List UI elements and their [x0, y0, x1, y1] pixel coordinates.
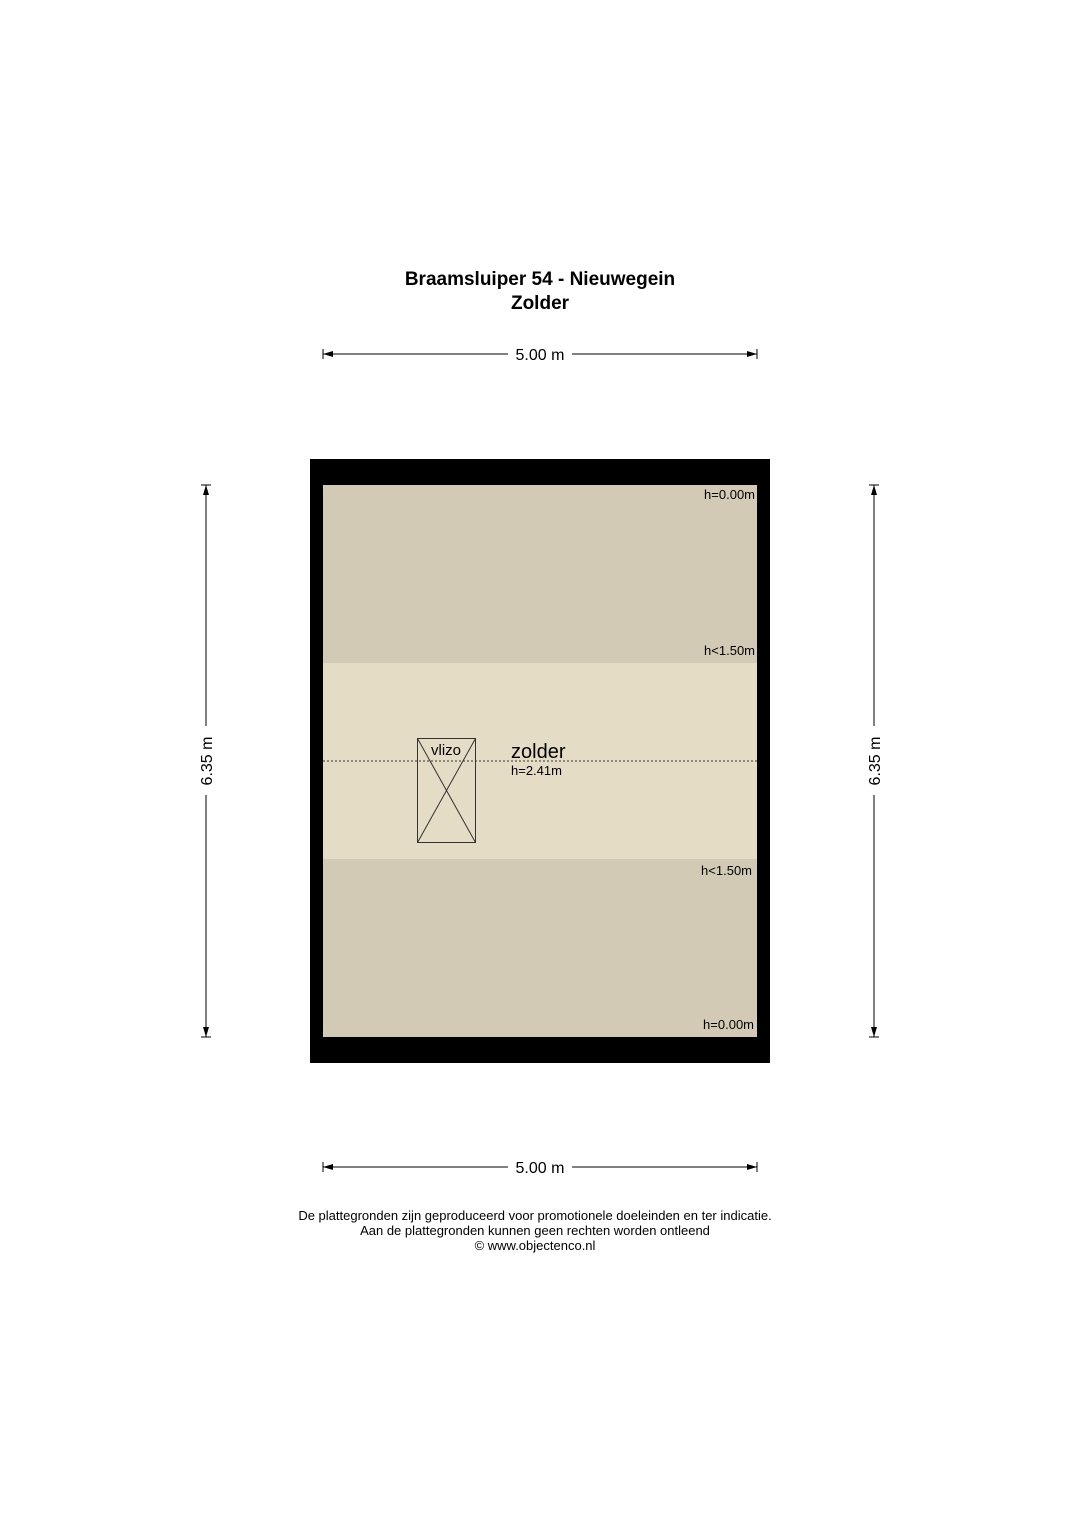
- dimension-bottom: [323, 1160, 757, 1177]
- height-marker-lower: h<1.50m: [701, 863, 752, 878]
- copyright-line: © www.objectenco.nl: [474, 1238, 596, 1253]
- low-zone-bottom: [323, 859, 757, 1037]
- dimension-right: [867, 485, 884, 1037]
- dimension-left-label: 6.35 m: [199, 736, 216, 786]
- hatch-label: vlizo: [430, 742, 462, 759]
- disclaimer-line-2: Aan de plattegronden kunnen geen rechten worden ontleend: [360, 1223, 710, 1238]
- disclaimer-line-1: De plattegronden zijn geproduceerd voor promotionele doeleinden en ter indicatie.: [298, 1208, 772, 1223]
- height-marker-bottom-edge: h=0.00m: [703, 1017, 754, 1032]
- dimension-top: [323, 347, 757, 364]
- dimension-right-label: 6.35 m: [867, 736, 884, 786]
- height-marker-top-edge: h=0.00m: [704, 487, 755, 502]
- dimension-top-label: 5.00 m: [515, 347, 565, 364]
- plan-title: Braamsluiper 54 - Nieuwegein: [404, 269, 676, 290]
- room-name: zolder: [511, 741, 566, 763]
- room-height: h=2.41m: [511, 763, 562, 778]
- floor-name: Zolder: [510, 293, 570, 314]
- dimension-left: [199, 485, 216, 1037]
- dimension-bottom-label: 5.00 m: [515, 1160, 565, 1177]
- low-zone-top: [323, 485, 757, 663]
- height-marker-upper: h<1.50m: [704, 643, 755, 658]
